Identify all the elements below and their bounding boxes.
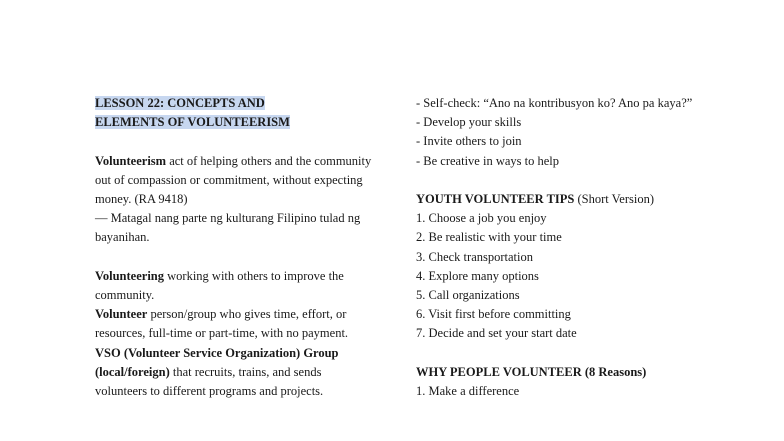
lesson-title xyxy=(95,94,375,132)
volunteering-text: working with others to improve the community. xyxy=(95,268,344,302)
volunteer-term: Volunteer xyxy=(95,307,148,322)
self-check-list xyxy=(416,94,706,171)
lesson-title-line-2: ELEMENTS OF VOLUNTEERISM xyxy=(95,115,290,130)
tip-item: 6. Visit first before committing xyxy=(416,307,571,322)
right-column xyxy=(416,94,706,401)
volunteering-definition xyxy=(95,267,375,305)
self-check-item: - Be creative in ways to help xyxy=(416,153,560,168)
tip-item: 4. Explore many options xyxy=(416,268,539,283)
self-check-item: - Self-check: “Ano na kontribusyon ko? Ano pa kaya?” xyxy=(416,96,693,110)
tip-item: 5. Call organizations xyxy=(416,288,520,303)
reasons-heading xyxy=(416,363,706,382)
volunteer-definition xyxy=(95,305,375,343)
tip-item: 2. Be realistic with your time xyxy=(416,230,562,245)
lesson-title-line-1: LESSON 22: CONCEPTS AND xyxy=(95,96,265,110)
tip-item: 3. Check transportation xyxy=(416,249,533,264)
volunteerism-definition xyxy=(95,152,375,210)
volunteering-term: Volunteering xyxy=(95,268,164,283)
tips-heading-suffix: (Short Version) xyxy=(574,192,654,206)
reasons-heading-bold: WHY PEOPLE VOLUNTEER (8 Reasons) xyxy=(416,364,647,379)
vso-term: VSO (Volunteer Service Organization) Group (local/foreign) xyxy=(95,345,339,379)
self-check-item: - Invite others to join xyxy=(416,134,522,149)
volunteerism-note: — Matagal nang parte ng kulturang Filipino tulad ng bayanihan. xyxy=(95,211,361,245)
tip-item: 1. Choose a job you enjoy xyxy=(416,211,547,226)
tips-heading xyxy=(416,190,706,209)
vso-definition xyxy=(95,344,375,402)
tips-heading-bold: YOUTH VOLUNTEER TIPS xyxy=(416,192,575,206)
volunteerism-text: act of helping others and the community out of compassion or commitment, without expecting money. (RA 9418) xyxy=(95,153,372,206)
reasons-list xyxy=(416,382,706,401)
volunteer-text: person/group who gives time, effort, or resources, full-time or part-time, with no payment. xyxy=(95,307,349,341)
volunteerism-term: Volunteerism xyxy=(95,153,167,168)
left-column xyxy=(95,94,375,401)
tip-item: 7. Decide and set your start date xyxy=(416,326,577,341)
tips-list xyxy=(416,209,706,343)
reason-item: 1. Make a difference xyxy=(416,384,520,399)
vso-text: that recruits, trains, and sends volunteers to different programs and projects. xyxy=(95,364,324,399)
self-check-item: - Develop your skills xyxy=(416,115,522,130)
